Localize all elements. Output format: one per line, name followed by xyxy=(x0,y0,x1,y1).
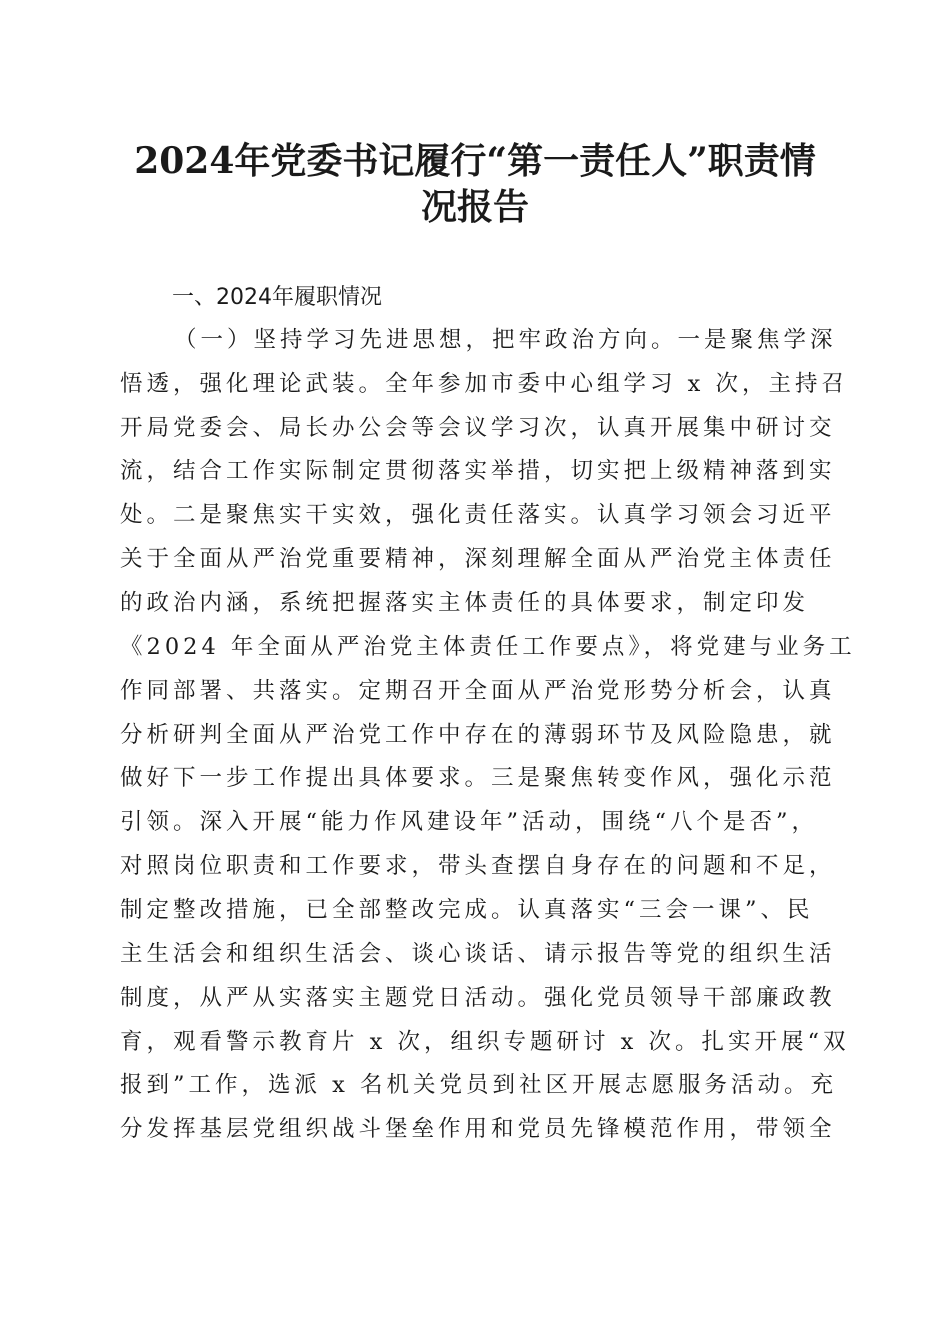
document-title-line-1: 2024年党委书记履行“第一责任人”职责情 xyxy=(134,140,816,182)
section-heading: 一、2024年履职情况 xyxy=(172,285,382,310)
paragraph-line: （一）坚持学习先进思想，把牢政治方向。一是聚焦学深 xyxy=(174,327,837,353)
paragraph-line: 关于全面从严治党重要精神，深刻理解全面从严治党主体责任 xyxy=(120,546,836,572)
paragraph-line: 作同部署、共落实。定期召开全面从严治党形势分析会，认真 xyxy=(120,678,836,704)
paragraph-line: 的政治内涵，系统把握落实主体责任的具体要求，制定印发 xyxy=(120,590,810,616)
paragraph-line: 《2024 年全面从严治党主体责任工作要点》，将党建与业务工 xyxy=(120,634,856,660)
paragraph-line: 对照岗位职责和工作要求，带头查摆自身存在的问题和不足， xyxy=(120,853,836,879)
paragraph-line: 制定整改措施，已全部整改完成。认真落实“三会一课”、民 xyxy=(120,897,814,923)
paragraph-line: 悟透，强化理论武装。全年参加市委中心组学习 x 次，主持召 xyxy=(120,371,848,397)
paragraph-line: 开局党委会、局长办公会等会议学习次，认真开展集中研讨交 xyxy=(120,415,836,441)
paragraph-line: 育，观看警示教育片 x 次，组织专题研讨 x 次。扎实开展“双 xyxy=(120,1029,850,1055)
paragraph-line: 分析研判全面从严治党工作中存在的薄弱环节及风险隐患，就 xyxy=(120,722,836,748)
paragraph-line: 分发挥基层党组织战斗堡垒作用和党员先锋模范作用，带领全 xyxy=(120,1116,836,1142)
paragraph-line: 流，结合工作实际制定贯彻落实举措，切实把上级精神落到实 xyxy=(120,458,836,484)
paragraph-line: 处。二是聚焦实干实效，强化责任落实。认真学习领会习近平 xyxy=(120,502,836,528)
document-title-line-2: 况报告 xyxy=(420,186,529,228)
paragraph-line: 报到”工作，选派 x 名机关党员到社区开展志愿服务活动。充 xyxy=(120,1072,837,1098)
paragraph-line: 引领。深入开展“能力作风建设年”活动，围绕“八个是否”， xyxy=(120,809,819,835)
paragraph-line: 主生活会和组织生活会、谈心谈话、请示报告等党的组织生活 xyxy=(120,941,836,967)
paragraph-line: 制度，从严从实落实主题党日活动。强化党员领导干部廉政教 xyxy=(120,985,836,1011)
paragraph-line: 做好下一步工作提出具体要求。三是聚焦转变作风，强化示范 xyxy=(120,765,836,791)
